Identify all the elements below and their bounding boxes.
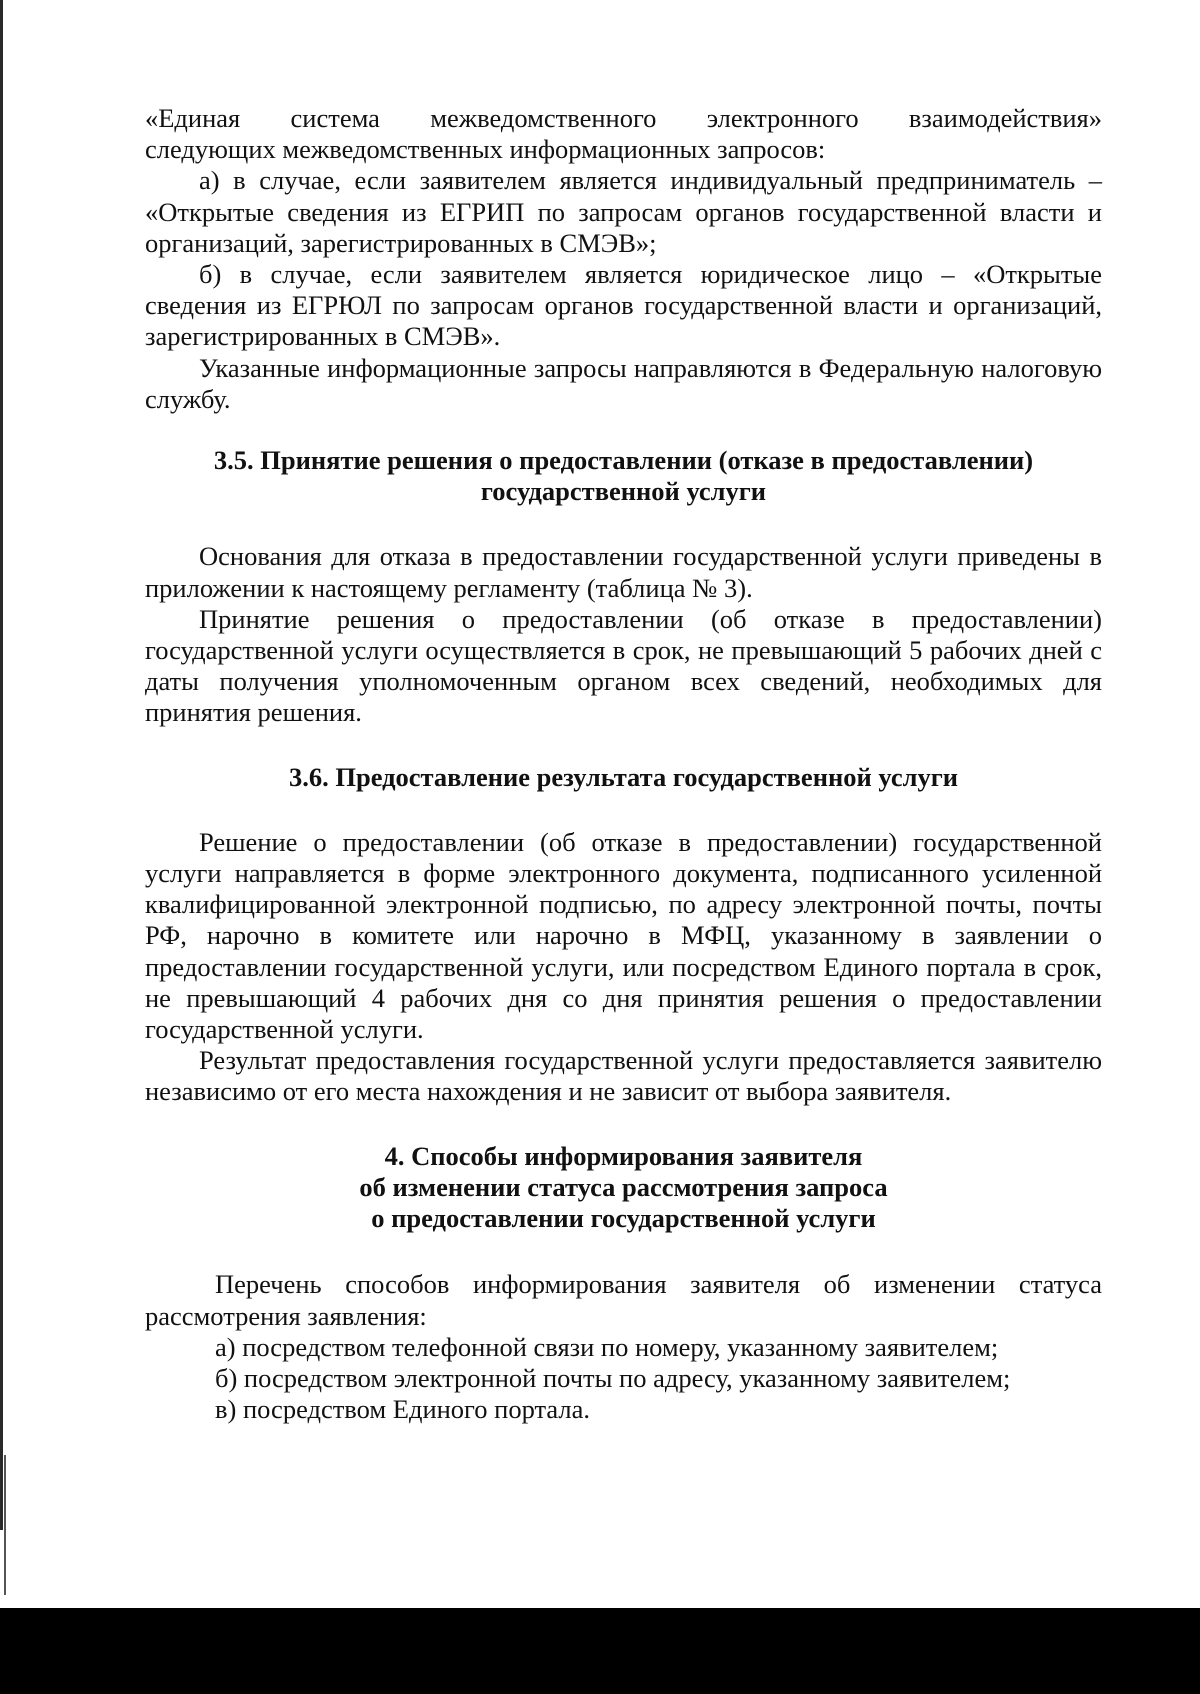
intro-note: Указанные информационные запросы направляются в Федеральную налоговую службу. <box>145 352 1102 414</box>
section-3-6-paragraph-2: Результат предоставления государственной услуги предоставляется заявителю независимо от его места нахождения и не зависит от выбора заявителя. <box>145 1045 1102 1107</box>
intro-continuation: следующих межведомственных информационных запросов: <box>145 134 826 165</box>
section-4-item-a: а) посредством телефонной связи по номеру, указанному заявителем; <box>215 1331 999 1362</box>
intro-item-b: б) в случае, если заявителем является юридическое лицо – «Открытые сведения из ЕГРЮЛ по запросам органов государственной власти и организаций, зарегистрированных в СМЭВ». <box>145 259 1102 352</box>
spacer <box>145 415 1102 445</box>
scan-bottom-band <box>0 1608 1200 1694</box>
section-3-6-heading: 3.6. Предоставление результата государственной услуги <box>289 761 958 792</box>
document-page <box>145 103 1102 1425</box>
section-3-6-paragraph-1: Решение о предоставлении (об отказе в предоставлении) государственной услуги направляется в форме электронного документа, подписанного усиленной квалифицированной электронной подписью, по адресу электронной почты, почты РФ, нарочно в комитете или нарочно в МФЦ, указанному в заявлении о предоставлении государственной услуги, или посредством Единого портала в срок, не превышающий 4 рабочих дня со дня принятия решения о предоставлении государственной услуги. <box>145 826 1102 1045</box>
section-3-5-paragraph-2: Принятие решения о предоставлении (об отказе в предоставлении) государственной услуги осуществляется в срок, не превышающий 5 рабочих дней с даты получения уполномоченным органом всех сведений, необходимых для принятия решения. <box>145 603 1102 728</box>
section-3-5-paragraph-1: Основания для отказа в предоставлении государственной услуги приведены в приложении к настоящему регламенту (таблица № 3). <box>145 541 1102 603</box>
section-3-5-heading-line1: 3.5. Принятие решения о предоставлении (отказе в предоставлении) <box>213 445 1034 476</box>
section-4-heading <box>145 1141 1102 1235</box>
section-4-heading-line3: о предоставлении государственной услуги <box>371 1203 876 1234</box>
spacer <box>145 1108 1102 1141</box>
intro-first-line: «Единая система межведомственного электронного взаимодействия» <box>145 103 1102 133</box>
section-4-intro: Перечень способов информирования заявителя об изменении статуса рассмотрения заявления: <box>145 1269 1102 1331</box>
section-4-item-c: в) посредством Единого портала. <box>215 1394 590 1425</box>
scan-left-edge-lower <box>4 1455 6 1595</box>
scan-left-edge <box>0 0 3 1530</box>
section-4-heading-line1: 4. Способы информирования заявителя <box>384 1140 863 1171</box>
spacer <box>145 1234 1102 1269</box>
spacer <box>145 507 1102 541</box>
spacer <box>145 729 1102 762</box>
intro-item-a: а) в случае, если заявителем является индивидуальный предприниматель – «Открытые сведения из ЕГРИП по запросам органов государственной власти и организаций, зарегистрированных в СМЭВ»; <box>145 165 1102 258</box>
spacer <box>145 793 1102 827</box>
section-4-item-b: б) посредством электронной почты по адресу, указанному заявителем; <box>215 1362 1011 1393</box>
section-3-5-heading <box>145 445 1102 507</box>
section-4-heading-line2: об изменении статуса рассмотрения запроса <box>359 1171 888 1202</box>
section-3-5-heading-line2: государственной услуги <box>480 476 767 507</box>
